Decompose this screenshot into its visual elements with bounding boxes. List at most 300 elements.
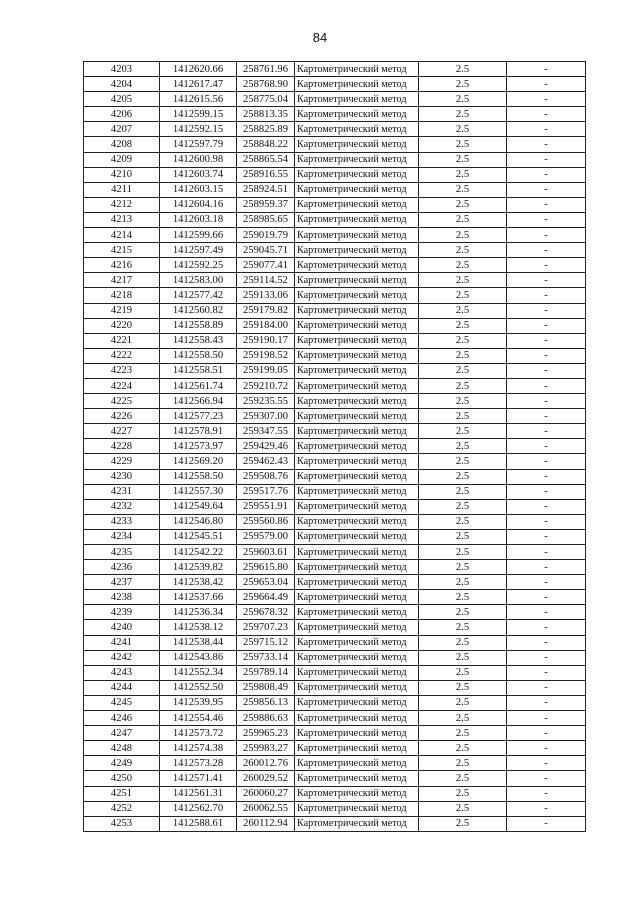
note-cell: - — [507, 378, 586, 393]
x-coordinate-cell: 1412573.97 — [160, 439, 237, 454]
precision-cell: 2.5 — [419, 816, 507, 831]
note-cell: - — [507, 122, 586, 137]
y-coordinate-cell: 259077.41 — [237, 258, 295, 273]
y-coordinate-cell: 258813.35 — [237, 107, 295, 122]
precision-cell: 2.5 — [419, 771, 507, 786]
note-cell: - — [507, 801, 586, 816]
method-cell: Картометрический метод — [295, 303, 419, 318]
x-coordinate-cell: 1412592.25 — [160, 258, 237, 273]
method-cell: Картометрический метод — [295, 212, 419, 227]
point-number-cell: 4214 — [84, 228, 160, 243]
table-row — [84, 122, 586, 137]
precision-cell: 2.5 — [419, 605, 507, 620]
x-coordinate-cell: 1412603.74 — [160, 167, 237, 182]
y-coordinate-cell: 259856.13 — [237, 695, 295, 710]
table-row — [84, 801, 586, 816]
note-cell: - — [507, 182, 586, 197]
y-coordinate-cell: 259733.14 — [237, 650, 295, 665]
precision-cell: 2.5 — [419, 650, 507, 665]
point-number-cell: 4218 — [84, 288, 160, 303]
precision-cell: 2.5 — [419, 122, 507, 137]
note-cell: - — [507, 665, 586, 680]
table-row — [84, 741, 586, 756]
precision-cell: 2.5 — [419, 303, 507, 318]
table-row — [84, 454, 586, 469]
point-number-cell: 4240 — [84, 620, 160, 635]
precision-cell: 2.5 — [419, 424, 507, 439]
table-row — [84, 92, 586, 107]
x-coordinate-cell: 1412558.50 — [160, 469, 237, 484]
point-number-cell: 4222 — [84, 348, 160, 363]
table-row — [84, 197, 586, 212]
point-number-cell: 4235 — [84, 545, 160, 560]
y-coordinate-cell: 258761.96 — [237, 62, 295, 77]
precision-cell: 2.5 — [419, 786, 507, 801]
x-coordinate-cell: 1412536.34 — [160, 605, 237, 620]
precision-cell: 2.5 — [419, 726, 507, 741]
point-number-cell: 4211 — [84, 182, 160, 197]
note-cell: - — [507, 635, 586, 650]
x-coordinate-cell: 1412538.44 — [160, 635, 237, 650]
precision-cell: 2.5 — [419, 545, 507, 560]
point-number-cell: 4228 — [84, 439, 160, 454]
table-row — [84, 303, 586, 318]
method-cell: Картометрический метод — [295, 590, 419, 605]
point-number-cell: 4236 — [84, 560, 160, 575]
method-cell: Картометрический метод — [295, 695, 419, 710]
note-cell: - — [507, 575, 586, 590]
method-cell: Картометрический метод — [295, 469, 419, 484]
point-number-cell: 4253 — [84, 816, 160, 831]
x-coordinate-cell: 1412538.42 — [160, 575, 237, 590]
point-number-cell: 4230 — [84, 469, 160, 484]
method-cell: Картометрический метод — [295, 92, 419, 107]
note-cell: - — [507, 454, 586, 469]
y-coordinate-cell: 259114.52 — [237, 273, 295, 288]
point-number-cell: 4241 — [84, 635, 160, 650]
point-number-cell: 4243 — [84, 665, 160, 680]
method-cell: Картометрический метод — [295, 635, 419, 650]
x-coordinate-cell: 1412569.20 — [160, 454, 237, 469]
x-coordinate-cell: 1412588.61 — [160, 816, 237, 831]
x-coordinate-cell: 1412558.43 — [160, 333, 237, 348]
table-row — [84, 650, 586, 665]
x-coordinate-cell: 1412546.80 — [160, 514, 237, 529]
point-number-cell: 4233 — [84, 514, 160, 529]
x-coordinate-cell: 1412557.30 — [160, 484, 237, 499]
method-cell: Картометрический метод — [295, 605, 419, 620]
note-cell: - — [507, 137, 586, 152]
x-coordinate-cell: 1412578.91 — [160, 424, 237, 439]
precision-cell: 2.5 — [419, 469, 507, 484]
x-coordinate-cell: 1412597.79 — [160, 137, 237, 152]
table-row — [84, 469, 586, 484]
y-coordinate-cell: 259462.43 — [237, 454, 295, 469]
method-cell: Картометрический метод — [295, 650, 419, 665]
table-row — [84, 212, 586, 227]
method-cell: Картометрический метод — [295, 545, 419, 560]
method-cell: Картометрический метод — [295, 424, 419, 439]
point-number-cell: 4204 — [84, 77, 160, 92]
table-row — [84, 635, 586, 650]
x-coordinate-cell: 1412539.82 — [160, 560, 237, 575]
y-coordinate-cell: 258768.90 — [237, 77, 295, 92]
y-coordinate-cell: 259965.23 — [237, 726, 295, 741]
method-cell: Картометрический метод — [295, 122, 419, 137]
y-coordinate-cell: 259045.71 — [237, 243, 295, 258]
precision-cell: 2.5 — [419, 680, 507, 695]
method-cell: Картометрический метод — [295, 726, 419, 741]
note-cell: - — [507, 786, 586, 801]
method-cell: Картометрический метод — [295, 107, 419, 122]
precision-cell: 2.5 — [419, 454, 507, 469]
table-row — [84, 711, 586, 726]
x-coordinate-cell: 1412552.34 — [160, 665, 237, 680]
table-row — [84, 514, 586, 529]
note-cell: - — [507, 228, 586, 243]
note-cell: - — [507, 333, 586, 348]
y-coordinate-cell: 259603.61 — [237, 545, 295, 560]
note-cell: - — [507, 741, 586, 756]
y-coordinate-cell: 259429.46 — [237, 439, 295, 454]
y-coordinate-cell: 259707.23 — [237, 620, 295, 635]
x-coordinate-cell: 1412562.70 — [160, 801, 237, 816]
y-coordinate-cell: 259508.76 — [237, 469, 295, 484]
table-row — [84, 228, 586, 243]
table-row — [84, 273, 586, 288]
y-coordinate-cell: 259347.55 — [237, 424, 295, 439]
note-cell: - — [507, 62, 586, 77]
point-number-cell: 4227 — [84, 424, 160, 439]
x-coordinate-cell: 1412599.15 — [160, 107, 237, 122]
x-coordinate-cell: 1412558.51 — [160, 363, 237, 378]
y-coordinate-cell: 259715.12 — [237, 635, 295, 650]
table-row — [84, 288, 586, 303]
precision-cell: 2.5 — [419, 514, 507, 529]
precision-cell: 2.5 — [419, 756, 507, 771]
point-number-cell: 4237 — [84, 575, 160, 590]
point-number-cell: 4232 — [84, 499, 160, 514]
precision-cell: 2.5 — [419, 182, 507, 197]
point-number-cell: 4215 — [84, 243, 160, 258]
method-cell: Картометрический метод — [295, 439, 419, 454]
x-coordinate-cell: 1412558.50 — [160, 348, 237, 363]
point-number-cell: 4250 — [84, 771, 160, 786]
table-row — [84, 409, 586, 424]
point-number-cell: 4239 — [84, 605, 160, 620]
point-number-cell: 4203 — [84, 62, 160, 77]
note-cell: - — [507, 514, 586, 529]
precision-cell: 2.5 — [419, 197, 507, 212]
method-cell: Картометрический метод — [295, 137, 419, 152]
method-cell: Картометрический метод — [295, 454, 419, 469]
note-cell: - — [507, 318, 586, 333]
note-cell: - — [507, 484, 586, 499]
x-coordinate-cell: 1412615.56 — [160, 92, 237, 107]
table-row — [84, 590, 586, 605]
x-coordinate-cell: 1412554.46 — [160, 711, 237, 726]
y-coordinate-cell: 259808.49 — [237, 680, 295, 695]
table-row — [84, 243, 586, 258]
x-coordinate-cell: 1412538.12 — [160, 620, 237, 635]
precision-cell: 2.5 — [419, 590, 507, 605]
note-cell: - — [507, 726, 586, 741]
point-number-cell: 4229 — [84, 454, 160, 469]
table-row — [84, 560, 586, 575]
point-number-cell: 4234 — [84, 529, 160, 544]
note-cell: - — [507, 620, 586, 635]
method-cell: Картометрический метод — [295, 575, 419, 590]
method-cell: Картометрический метод — [295, 560, 419, 575]
table-row — [84, 137, 586, 152]
y-coordinate-cell: 258775.04 — [237, 92, 295, 107]
x-coordinate-cell: 1412573.72 — [160, 726, 237, 741]
method-cell: Картометрический метод — [295, 348, 419, 363]
method-cell: Картометрический метод — [295, 786, 419, 801]
method-cell: Картометрический метод — [295, 197, 419, 212]
x-coordinate-cell: 1412573.28 — [160, 756, 237, 771]
point-number-cell: 4219 — [84, 303, 160, 318]
x-coordinate-cell: 1412543.86 — [160, 650, 237, 665]
point-number-cell: 4216 — [84, 258, 160, 273]
note-cell: - — [507, 394, 586, 409]
precision-cell: 2.5 — [419, 228, 507, 243]
y-coordinate-cell: 259517.76 — [237, 484, 295, 499]
table-row — [84, 786, 586, 801]
y-coordinate-cell: 259307.00 — [237, 409, 295, 424]
y-coordinate-cell: 258865.54 — [237, 152, 295, 167]
note-cell: - — [507, 243, 586, 258]
precision-cell: 2.5 — [419, 711, 507, 726]
table-row — [84, 529, 586, 544]
x-coordinate-cell: 1412561.31 — [160, 786, 237, 801]
method-cell: Картометрический метод — [295, 409, 419, 424]
precision-cell: 2.5 — [419, 318, 507, 333]
table-row — [84, 620, 586, 635]
coordinates-table-body — [84, 62, 586, 832]
precision-cell: 2.5 — [419, 409, 507, 424]
x-coordinate-cell: 1412603.15 — [160, 182, 237, 197]
note-cell: - — [507, 348, 586, 363]
note-cell: - — [507, 756, 586, 771]
y-coordinate-cell: 259551.91 — [237, 499, 295, 514]
table-row — [84, 424, 586, 439]
x-coordinate-cell: 1412537.66 — [160, 590, 237, 605]
x-coordinate-cell: 1412597.49 — [160, 243, 237, 258]
method-cell: Картометрический метод — [295, 182, 419, 197]
y-coordinate-cell: 259886.63 — [237, 711, 295, 726]
precision-cell: 2.5 — [419, 77, 507, 92]
table-row — [84, 680, 586, 695]
table-row — [84, 665, 586, 680]
x-coordinate-cell: 1412599.66 — [160, 228, 237, 243]
precision-cell: 2.5 — [419, 378, 507, 393]
y-coordinate-cell: 259198.52 — [237, 348, 295, 363]
point-number-cell: 4223 — [84, 363, 160, 378]
point-number-cell: 4209 — [84, 152, 160, 167]
y-coordinate-cell: 259579.00 — [237, 529, 295, 544]
y-coordinate-cell: 258924.51 — [237, 182, 295, 197]
point-number-cell: 4224 — [84, 378, 160, 393]
note-cell: - — [507, 107, 586, 122]
note-cell: - — [507, 771, 586, 786]
note-cell: - — [507, 212, 586, 227]
method-cell: Картометрический метод — [295, 228, 419, 243]
page-number: 84 — [312, 30, 328, 45]
point-number-cell: 4210 — [84, 167, 160, 182]
x-coordinate-cell: 1412603.18 — [160, 212, 237, 227]
point-number-cell: 4242 — [84, 650, 160, 665]
y-coordinate-cell: 258985.65 — [237, 212, 295, 227]
x-coordinate-cell: 1412574.38 — [160, 741, 237, 756]
point-number-cell: 4213 — [84, 212, 160, 227]
table-row — [84, 695, 586, 710]
point-number-cell: 4245 — [84, 695, 160, 710]
method-cell: Картометрический метод — [295, 333, 419, 348]
x-coordinate-cell: 1412583.00 — [160, 273, 237, 288]
point-number-cell: 4251 — [84, 786, 160, 801]
method-cell: Картометрический метод — [295, 665, 419, 680]
note-cell: - — [507, 439, 586, 454]
table-row — [84, 62, 586, 77]
y-coordinate-cell: 259560.86 — [237, 514, 295, 529]
precision-cell: 2.5 — [419, 107, 507, 122]
method-cell: Картометрический метод — [295, 378, 419, 393]
precision-cell: 2.5 — [419, 620, 507, 635]
y-coordinate-cell: 260060.27 — [237, 786, 295, 801]
note-cell: - — [507, 197, 586, 212]
precision-cell: 2.5 — [419, 439, 507, 454]
point-number-cell: 4248 — [84, 741, 160, 756]
y-coordinate-cell: 259199.05 — [237, 363, 295, 378]
y-coordinate-cell: 259235.55 — [237, 394, 295, 409]
point-number-cell: 4206 — [84, 107, 160, 122]
precision-cell: 2.5 — [419, 212, 507, 227]
y-coordinate-cell: 259789.14 — [237, 665, 295, 680]
y-coordinate-cell: 258916.55 — [237, 167, 295, 182]
note-cell: - — [507, 258, 586, 273]
method-cell: Картометрический метод — [295, 499, 419, 514]
x-coordinate-cell: 1412566.94 — [160, 394, 237, 409]
precision-cell: 2.5 — [419, 137, 507, 152]
method-cell: Картометрический метод — [295, 167, 419, 182]
point-number-cell: 4205 — [84, 92, 160, 107]
note-cell: - — [507, 529, 586, 544]
coordinates-table — [83, 61, 586, 832]
method-cell: Картометрический метод — [295, 288, 419, 303]
method-cell: Картометрический метод — [295, 243, 419, 258]
method-cell: Картометрический метод — [295, 484, 419, 499]
y-coordinate-cell: 259210.72 — [237, 378, 295, 393]
table-row — [84, 545, 586, 560]
point-number-cell: 4217 — [84, 273, 160, 288]
note-cell: - — [507, 816, 586, 831]
precision-cell: 2.5 — [419, 62, 507, 77]
note-cell: - — [507, 409, 586, 424]
point-number-cell: 4221 — [84, 333, 160, 348]
table-row — [84, 726, 586, 741]
method-cell: Картометрический метод — [295, 529, 419, 544]
x-coordinate-cell: 1412620.66 — [160, 62, 237, 77]
precision-cell: 2.5 — [419, 575, 507, 590]
table-row — [84, 816, 586, 831]
table-row — [84, 439, 586, 454]
table-row — [84, 333, 586, 348]
y-coordinate-cell: 259678.32 — [237, 605, 295, 620]
method-cell: Картометрический метод — [295, 816, 419, 831]
precision-cell: 2.5 — [419, 348, 507, 363]
method-cell: Картометрический метод — [295, 771, 419, 786]
point-number-cell: 4226 — [84, 409, 160, 424]
method-cell: Картометрический метод — [295, 711, 419, 726]
note-cell: - — [507, 92, 586, 107]
method-cell: Картометрический метод — [295, 273, 419, 288]
x-coordinate-cell: 1412542.22 — [160, 545, 237, 560]
point-number-cell: 4238 — [84, 590, 160, 605]
precision-cell: 2.5 — [419, 484, 507, 499]
note-cell: - — [507, 288, 586, 303]
x-coordinate-cell: 1412577.23 — [160, 409, 237, 424]
note-cell: - — [507, 560, 586, 575]
note-cell: - — [507, 605, 586, 620]
note-cell: - — [507, 273, 586, 288]
note-cell: - — [507, 590, 586, 605]
x-coordinate-cell: 1412617.47 — [160, 77, 237, 92]
precision-cell: 2.5 — [419, 152, 507, 167]
table-row — [84, 318, 586, 333]
note-cell: - — [507, 499, 586, 514]
y-coordinate-cell: 259019.79 — [237, 228, 295, 243]
method-cell: Картометрический метод — [295, 514, 419, 529]
method-cell: Картометрический метод — [295, 741, 419, 756]
note-cell: - — [507, 545, 586, 560]
precision-cell: 2.5 — [419, 801, 507, 816]
note-cell: - — [507, 303, 586, 318]
table-row — [84, 575, 586, 590]
precision-cell: 2.5 — [419, 529, 507, 544]
y-coordinate-cell: 258959.37 — [237, 197, 295, 212]
y-coordinate-cell: 259190.17 — [237, 333, 295, 348]
point-number-cell: 4212 — [84, 197, 160, 212]
y-coordinate-cell: 260012.76 — [237, 756, 295, 771]
note-cell: - — [507, 167, 586, 182]
point-number-cell: 4208 — [84, 137, 160, 152]
y-coordinate-cell: 258825.89 — [237, 122, 295, 137]
table-row — [84, 348, 586, 363]
x-coordinate-cell: 1412549.64 — [160, 499, 237, 514]
note-cell: - — [507, 680, 586, 695]
precision-cell: 2.5 — [419, 635, 507, 650]
precision-cell: 2.5 — [419, 288, 507, 303]
note-cell: - — [507, 711, 586, 726]
x-coordinate-cell: 1412600.98 — [160, 152, 237, 167]
precision-cell: 2.5 — [419, 273, 507, 288]
table-row — [84, 756, 586, 771]
point-number-cell: 4225 — [84, 394, 160, 409]
precision-cell: 2.5 — [419, 243, 507, 258]
table-row — [84, 605, 586, 620]
note-cell: - — [507, 77, 586, 92]
precision-cell: 2.5 — [419, 167, 507, 182]
note-cell: - — [507, 650, 586, 665]
method-cell: Картометрический метод — [295, 756, 419, 771]
y-coordinate-cell: 259664.49 — [237, 590, 295, 605]
x-coordinate-cell: 1412539.95 — [160, 695, 237, 710]
table-row — [84, 182, 586, 197]
table-row — [84, 378, 586, 393]
precision-cell: 2.5 — [419, 333, 507, 348]
y-coordinate-cell: 259184.00 — [237, 318, 295, 333]
